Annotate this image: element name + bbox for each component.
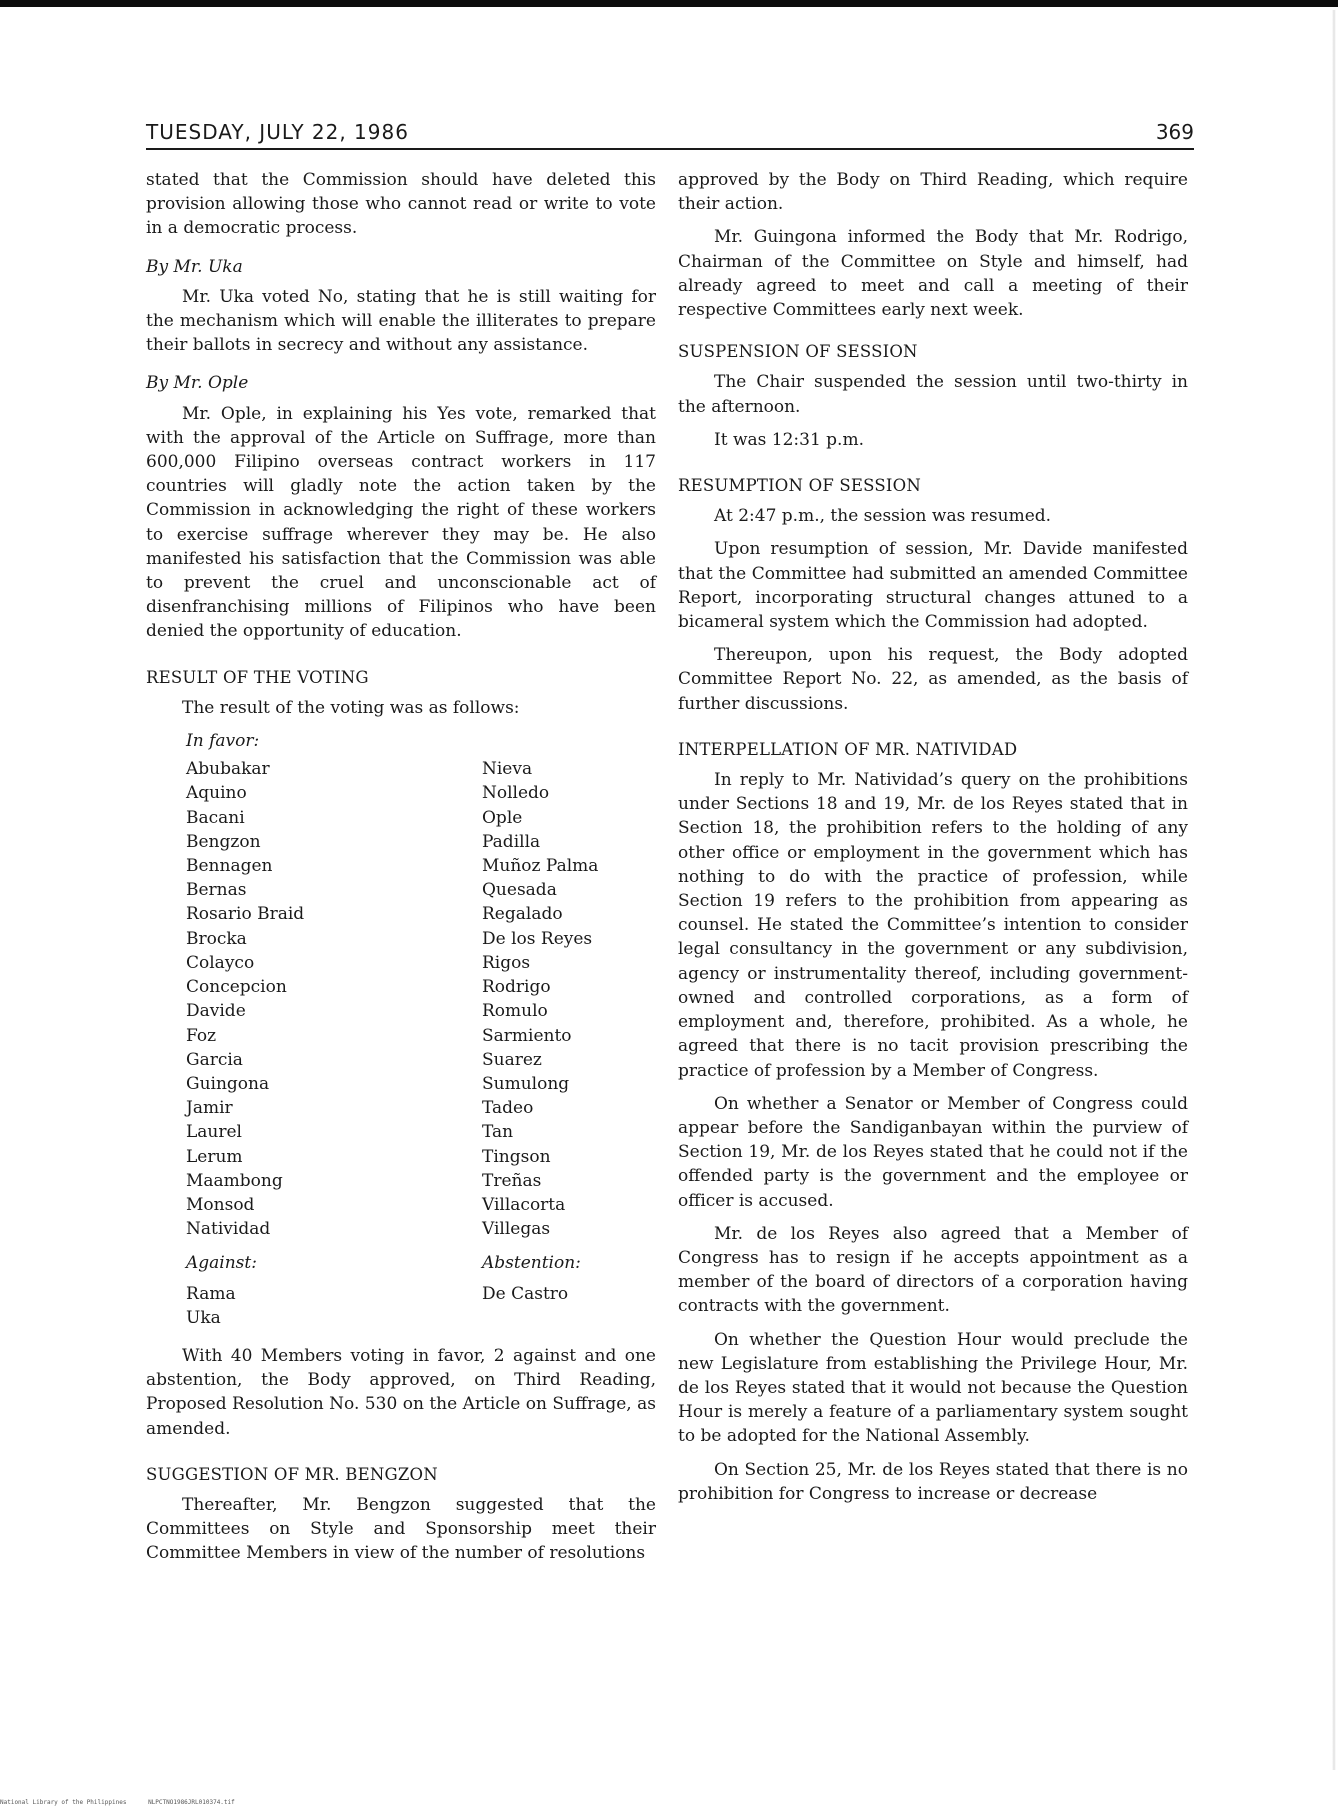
voter-name: Guingona (186, 1073, 270, 1094)
against-abstention-roll (186, 1251, 696, 1330)
voter-name: Rigos (482, 952, 531, 973)
in-favor-column-2 (482, 757, 598, 1241)
abstention-column (482, 1251, 581, 1305)
paragraph-ople: Mr. Ople, in explaining his Yes vote, remarked that with the approval of the Article on Suffrage, more than 600,000 Filipino overseas contract workers in 117 countries will gladly note the action taken by the Commission in acknowledging the right of these workers to exercise suffrage wherever they may be. He also manifested his satisfaction that the Commission was able to prevent the cruel and unconscionable act of disenfranchising millions of Filipinos who have been denied the opportunity of education. (146, 403, 656, 642)
voter-name: Monsod (186, 1194, 255, 1215)
voter-name: De Castro (482, 1283, 569, 1304)
against-column (186, 1251, 482, 1330)
scan-right-edge (1332, 10, 1336, 1770)
voter-name: Treñas (482, 1170, 542, 1191)
voter-name: Lerum (186, 1146, 243, 1167)
paragraph-reply: In reply to Mr. Natividad’s query on the prohibitions under Sections 18 and 19, Mr. de los Reyes stated that in Section 18, the prohibition refers to the holding of any other office or employment in the government which has nothing to do with the practice of profession, while Section 19 refers to the prohibition from appearing as counsel. He stated the Committee’s intention to consider legal consultancy in the government or any subdivision, agency or instrumentality thereof, including government-owned and controlled corporations, as a form of employment and, therefore, prohibited. As a whole, he agreed that there is no tacit provision prescribing the practice of profession by a Member of Congress. (678, 770, 1188, 1081)
in-favor-column-1 (186, 757, 482, 1241)
scan-top-border (0, 0, 1338, 7)
paragraph-adopted: Thereupon, upon his request, the Body adopted Committee Report No. 22, as amended, as the basis of further discussions. (678, 645, 1188, 714)
voter-name: Suarez (482, 1049, 542, 1070)
voter-name: Tingson (482, 1146, 551, 1167)
paragraph-approved: With 40 Members voting in favor, 2 against and one abstention, the Body approved, on Third Reading, Proposed Resolution No. 530 on the Article on Suffrage, as amended. (146, 1345, 656, 1439)
voter-name: Quesada (482, 880, 557, 901)
footer-source: National Library of the Philippines (0, 1799, 127, 1806)
voter-name: Tan (482, 1122, 514, 1143)
against-label: Against: (186, 1253, 257, 1274)
voter-name: Davide (186, 1001, 246, 1022)
voter-name: Foz (186, 1025, 217, 1046)
voter-name: Rodrigo (482, 977, 551, 998)
paragraph-suspension: The Chair suspended the session until two-thirty in the afternoon. (678, 372, 1188, 417)
page-number: 369 (1155, 120, 1194, 144)
paragraph-continued: approved by the Body on Third Reading, which require their action. (678, 170, 1188, 215)
paragraph-davide: Upon resumption of session, Mr. Davide manifested that the Committee had submitted an amended Committee Report, incorporating structural changes attuned to a bicameral system which the Commission had adopted. (678, 539, 1188, 633)
heading-suggestion-bengzon: SUGGESTION OF MR. BENGZON (146, 1464, 438, 1484)
voter-name: Abubakar (186, 759, 270, 780)
right-column (678, 168, 1188, 1515)
paragraph-guingona: Mr. Guingona informed the Body that Mr. Rodrigo, Chairman of the Committee on Style and himself, had already agreed to meet and call a meeting of their respective Committees early next week. (678, 227, 1188, 321)
heading-interpellation: INTERPELLATION OF MR. NATIVIDAD (678, 739, 1018, 759)
page-header (146, 120, 1194, 146)
voter-name: Romulo (482, 1001, 548, 1022)
voter-name: Regalado (482, 904, 563, 925)
subheading-by-ople: By Mr. Ople (146, 373, 249, 394)
voter-name: Ople (482, 807, 523, 828)
voter-name: Maambong (186, 1170, 283, 1191)
voter-name: Uka (186, 1307, 221, 1328)
voter-name: Rosario Braid (186, 904, 305, 925)
voter-name: Villegas (482, 1219, 551, 1240)
header-date: TUESDAY, JULY 22, 1986 (146, 120, 409, 144)
abstention-label: Abstention: (482, 1253, 581, 1274)
header-rule (146, 148, 1194, 150)
in-favor-label: In favor: (186, 731, 260, 752)
voter-name: Natividad (186, 1219, 271, 1240)
voter-name: Bengzon (186, 831, 261, 852)
voter-name: Sumulong (482, 1073, 570, 1094)
voter-name: Jamir (186, 1098, 233, 1119)
paragraph-suggestion: Thereafter, Mr. Bengzon suggested that the Committees on Style and Sponsorship meet their Committee Members in view of the number of resolutions (146, 1494, 656, 1564)
voter-name: Padilla (482, 831, 541, 852)
voter-name: Laurel (186, 1122, 242, 1143)
subheading-by-uka: By Mr. Uka (146, 256, 243, 277)
voter-name: Bacani (186, 807, 245, 828)
voter-name: Tadeo (482, 1098, 534, 1119)
paragraph-result: The result of the voting was as follows: (182, 697, 520, 718)
paragraph-senator: On whether a Senator or Member of Congress could appear before the Sandiganbayan within the purview of Section 19, Mr. de los Reyes stated that he could not if the offended party is the government and the employee or officer is accused. (678, 1093, 1188, 1211)
paragraph-resign: Mr. de los Reyes also agreed that a Member of Congress has to resign if he accepts appointment as a member of the board of directors of a corporation having contracts with the government. (678, 1223, 1188, 1317)
voter-name: Villacorta (482, 1194, 566, 1215)
paragraph-section-25: On Section 25, Mr. de los Reyes stated that there is no prohibition for Congress to increase or decrease (678, 1459, 1188, 1504)
voter-name: Garcia (186, 1049, 243, 1070)
voter-name: Aquino (186, 783, 247, 804)
voter-name: Bernas (186, 880, 247, 901)
heading-resumption: RESUMPTION OF SESSION (678, 476, 921, 496)
heading-result-of-voting: RESULT OF THE VOTING (146, 667, 369, 687)
left-column (146, 168, 656, 1575)
voter-name: Bennagen (186, 856, 273, 877)
heading-suspension: SUSPENSION OF SESSION (678, 342, 918, 362)
paragraph-time: It was 12:31 p.m. (714, 429, 864, 450)
voter-name: Nieva (482, 759, 533, 780)
paragraph-uka: Mr. Uka voted No, stating that he is still waiting for the mechanism which will enable the illiterates to prepare their ballots in secrecy and without any assistance. (146, 286, 656, 356)
scan-footer (0, 1799, 400, 1806)
voter-name: Concepcion (186, 977, 287, 998)
voter-name: Brocka (186, 928, 247, 949)
voter-name: De los Reyes (482, 928, 593, 949)
voter-name: Rama (186, 1283, 236, 1304)
in-favor-roll (186, 757, 696, 1241)
paragraph-question-hour: On whether the Question Hour would preclude the new Legislature from establishing the Privilege Hour, Mr. de los Reyes stated that it would not because the Question Hour is merely a feature of a parliamentary system sought to be adopted for the National Assembly. (678, 1329, 1188, 1447)
paragraph-intro: stated that the Commission should have deleted this provision allowing those who cannot read or write to vote in a democratic process. (146, 170, 656, 239)
voter-name: Sarmiento (482, 1025, 572, 1046)
voter-name: Nolledo (482, 783, 550, 804)
voter-name: Muñoz Palma (482, 856, 599, 877)
voter-name: Colayco (186, 952, 255, 973)
footer-file: NLPCTNO1986JRL010374.tif (148, 1799, 235, 1806)
paragraph-resumed: At 2:47 p.m., the session was resumed. (714, 506, 1052, 527)
